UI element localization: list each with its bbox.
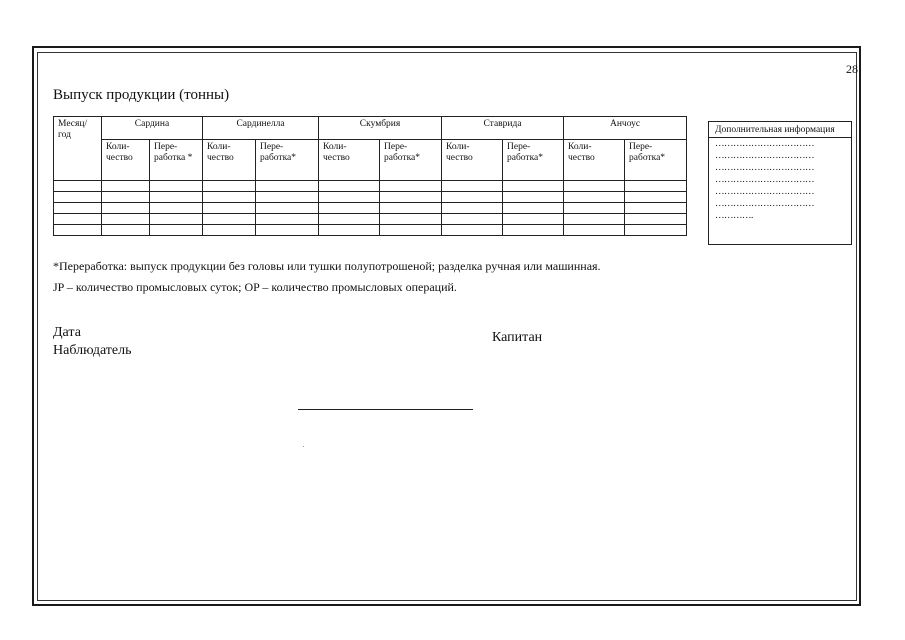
table-row bbox=[54, 214, 687, 225]
info-dotted-line: …………………………… bbox=[715, 163, 814, 174]
month-year-header: Месяц/ год bbox=[54, 117, 102, 181]
processing-header: Пере- работка* bbox=[503, 140, 564, 181]
processing-header: Пере- работка* bbox=[380, 140, 442, 181]
table-row bbox=[54, 192, 687, 203]
additional-info-title: Дополнительная информация bbox=[709, 122, 851, 138]
info-dotted-line: …………………………… bbox=[715, 175, 814, 186]
info-dotted-line: …………………………… bbox=[715, 199, 814, 210]
quantity-header: Коли- чество bbox=[203, 140, 256, 181]
processing-footnote: *Переработка: выпуск продукции без головы или тушки полупотрошеной; разделка ручная или машинная. bbox=[53, 259, 601, 273]
quantity-header: Коли- чество bbox=[564, 140, 625, 181]
quantity-header: Коли- чество bbox=[102, 140, 150, 181]
table-row bbox=[54, 203, 687, 214]
species-header-horse-mackerel: Ставрида bbox=[442, 117, 564, 140]
abbreviations-footnote: JP – количество промысловых суток; OP – количество промысловых операций. bbox=[53, 280, 457, 294]
species-header-sardine: Сардина bbox=[102, 117, 203, 140]
species-header-sardinella: Сардинелла bbox=[203, 117, 319, 140]
captain-label: Капитан bbox=[492, 330, 543, 345]
page-number: 28 bbox=[846, 62, 858, 76]
page-title: Выпуск продукции (тонны) bbox=[53, 87, 230, 103]
observer-label: Наблюдатель bbox=[53, 343, 132, 358]
additional-info-box bbox=[708, 121, 852, 245]
quantity-header: Коли- чество bbox=[319, 140, 380, 181]
processing-header: Пере- работка* bbox=[625, 140, 687, 181]
info-dotted-line: …………. bbox=[715, 211, 753, 222]
quantity-header: Коли- чество bbox=[442, 140, 503, 181]
scan-speck bbox=[303, 446, 304, 447]
table-subheader-row bbox=[54, 140, 687, 181]
table-row bbox=[54, 181, 687, 192]
signature-line bbox=[298, 409, 473, 410]
info-dotted-line: …………………………… bbox=[715, 151, 814, 162]
date-label: Дата bbox=[53, 325, 81, 340]
processing-header: Пере- работка* bbox=[256, 140, 319, 181]
table-header-row bbox=[54, 117, 687, 140]
production-table bbox=[53, 116, 687, 236]
table-row bbox=[54, 225, 687, 236]
info-dotted-line: …………………………… bbox=[715, 187, 814, 198]
info-dotted-line: …………………………… bbox=[715, 139, 814, 150]
species-header-anchovy: Анчоус bbox=[564, 117, 687, 140]
processing-header: Пере- работка * bbox=[150, 140, 203, 181]
species-header-mackerel: Скумбрия bbox=[319, 117, 442, 140]
